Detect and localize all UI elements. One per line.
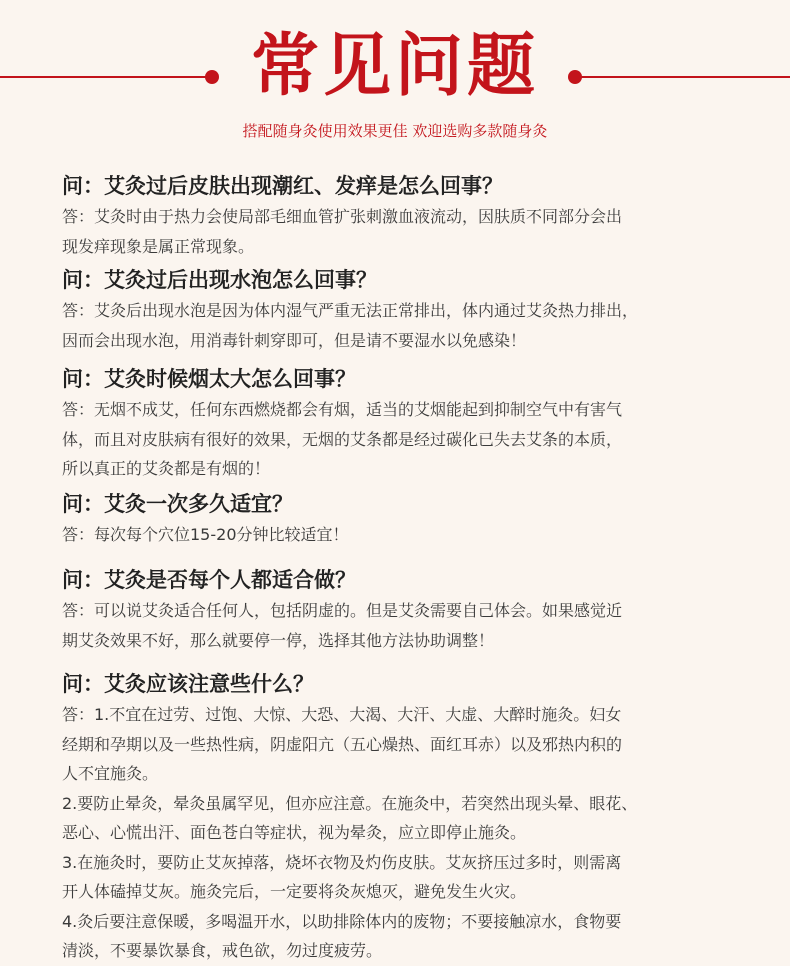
faq-answer-line: 答：可以说艾灸适合任何人，包括阴虚的。但是艾灸需要自己体会。如果感觉近 (62, 601, 623, 620)
faq-answer (62, 296, 742, 355)
faq-answer-line: 所以真正的艾灸都是有烟的！ (62, 459, 271, 478)
faq-question: 问：艾灸时候烟太大怎么回事？ (62, 367, 356, 391)
faq-answer-line: 3.在施灸时，要防止艾灰掉落，烧坏衣物及灼伤皮肤。艾灰挤压过多时，则需离 (62, 852, 622, 872)
faq-answer-line: 现发痒现象是属正常现象。 (62, 236, 255, 256)
faq-answer (62, 596, 742, 655)
faq-item-1 (62, 172, 742, 261)
page-subtitle: 搭配随身灸使用效果更佳 欢迎选购多款随身灸 (242, 122, 548, 140)
faq-answer-line: 答：艾灸时由于热力会使局部毛细血管扩张刺激血液流动，因肤质不同部分会出 (62, 207, 623, 226)
page-title: 常见问题 (250, 27, 539, 106)
faq-answer-line: 经期和孕期以及一些热性病，阴虚阳亢（五心燥热、面红耳赤）以及邪热内积的 (62, 734, 623, 754)
faq-question: 问：艾灸是否每个人都适合做？ (62, 568, 356, 592)
faq-question: 问：艾灸一次多久适宜？ (62, 492, 293, 516)
faq-question: 问：艾灸过后出现水泡怎么回事？ (62, 268, 377, 292)
faq-item-2 (62, 266, 742, 355)
faq-question: 问：艾灸应该注意些什么？ (62, 672, 314, 696)
faq-item-3 (62, 365, 742, 484)
faq-answer-line: 清淡，不要暴饮暴食，戒色欲，勿过度疲劳。 (62, 941, 383, 960)
faq-answer-line: 开人体磕掉艾灰。施灸完后，一定要将灸灰熄灭，避免发生火灾。 (62, 882, 527, 901)
faq-answer (62, 395, 742, 484)
faq-answer-line: 答：无烟不成艾，任何东西燃烧都会有烟，适当的艾烟能起到抑制空气中有害气 (62, 400, 623, 419)
faq-answer-line: 体，而且对皮肤病有很好的效果，无烟的艾条都是经过碳化已失去艾条的本质， (62, 429, 623, 449)
faq-question: 问：艾灸过后皮肤出现潮红、发痒是怎么回事？ (62, 174, 503, 198)
faq-answer-line: 2.要防止晕灸，晕灸虽属罕见，但亦应注意。在施灸中，若突然出现头晕、眼花、 (62, 793, 638, 813)
faq-answer (62, 700, 742, 966)
faq-item-4 (62, 490, 742, 550)
faq-item-6 (62, 670, 742, 966)
faq-answer-line: 答：1.不宜在过劳、过饱、大惊、大恐、大渴、大汗、大虚、大醉时施灸。妇女 (62, 705, 622, 724)
faq-answer (62, 520, 742, 550)
page-header (0, 0, 790, 150)
faq-answer-line: 恶心、心慌出汗、面色苍白等症状，视为晕灸，应立即停止施灸。 (62, 823, 527, 842)
header-rule-right (578, 76, 790, 78)
faq-answer (62, 202, 742, 261)
faq-answer-line: 人不宜施灸。 (62, 764, 159, 783)
faq-item-5 (62, 566, 742, 655)
faq-answer-line: 4.灸后要注意保暖，多喝温开水，以助排除体内的废物；不要接触凉水，食物要 (62, 911, 622, 931)
faq-answer-line: 答：每次每个穴位15-20分钟比较适宜！ (62, 525, 349, 544)
faq-answer-line: 期艾灸效果不好，那么就要停一停，选择其他方法协助调整！ (62, 630, 495, 650)
faq-answer-line: 答：艾灸后出现水泡是因为体内湿气严重无法正常排出，体内通过艾灸热力排出， (62, 301, 639, 320)
faq-answer-line: 因而会出现水泡，用消毒针刺穿即可，但是请不要湿水以免感染！ (62, 330, 527, 350)
